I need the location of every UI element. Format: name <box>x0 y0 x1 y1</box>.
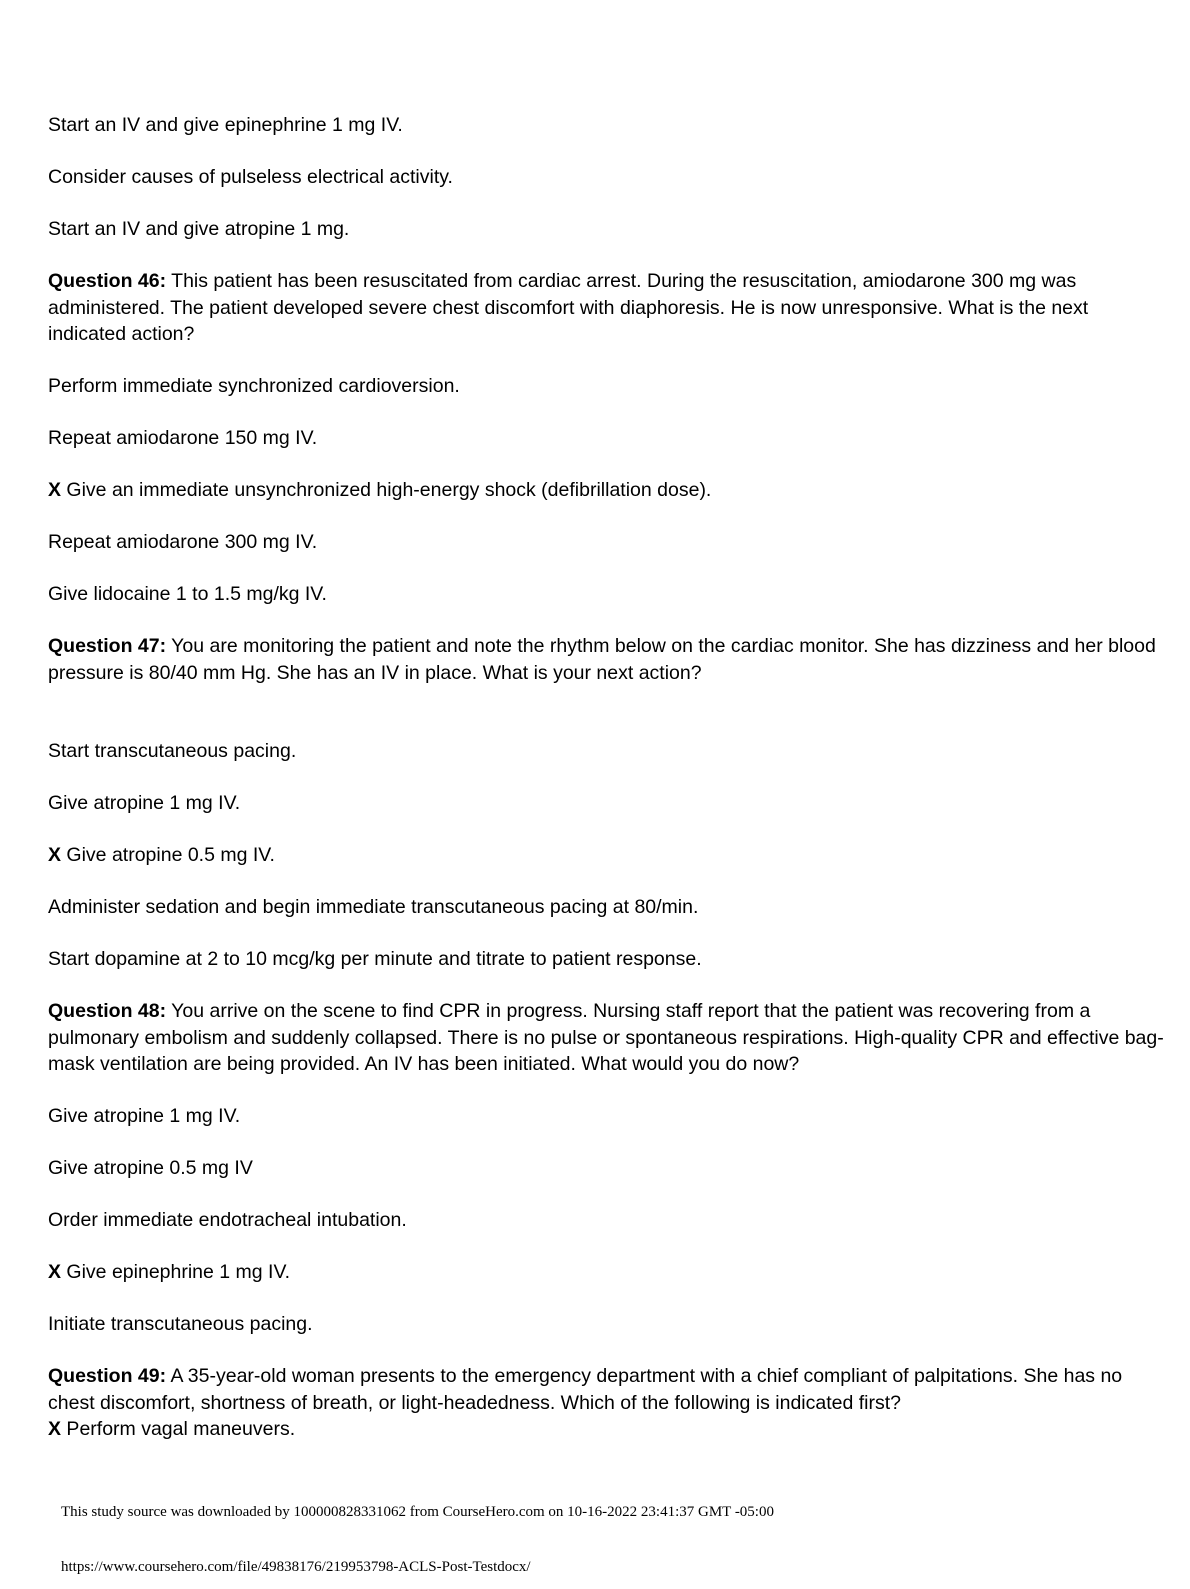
question-48 <box>48 998 1168 1078</box>
answer-option: Start an IV and give epinephrine 1 mg IV. <box>48 114 403 136</box>
question-label: Question 46: <box>48 270 167 292</box>
question-label: Question 48: <box>48 1000 167 1022</box>
answer-option-correct: X Perform vagal maneuvers. <box>48 1418 296 1440</box>
answer-option: Give atropine 1 mg IV. <box>48 1105 241 1127</box>
correct-mark: X <box>48 844 62 866</box>
document-page <box>48 112 1168 1468</box>
answer-option-correct: X Give atropine 0.5 mg IV. <box>48 844 275 866</box>
correct-mark: X <box>48 479 62 501</box>
question-49 <box>48 1363 1168 1416</box>
question-47 <box>48 633 1168 686</box>
question-text: You arrive on the scene to find CPR in progress. Nursing staff report that the patient was recovering from a pulmonary embolism and suddenly collapsed. There is no pulse or spontaneous respirations. High-quality CPR and effective bag-mask ventilation are being provided. An IV has been initiated. What would you do now? <box>48 1000 1164 1075</box>
question-text: A 35-year-old woman presents to the emergency department with a chief compliant of palpitations. She has no chest discomfort, shortness of breath, or light-headedness. Which of the following is indicated first? <box>48 1365 1123 1414</box>
answer-option: Give atropine 0.5 mg IV <box>48 1157 253 1179</box>
correct-mark: X <box>48 1261 62 1283</box>
answer-option: Administer sedation and begin immediate transcutaneous pacing at 80/min. <box>48 896 699 918</box>
question-text: This patient has been resuscitated from cardiac arrest. During the resuscitation, amiodarone 300 mg was administered. The patient developed severe chest discomfort with diaphoresis. He is now unresponsive. What is the next indicated action? <box>48 270 1089 345</box>
answer-option: Start an IV and give atropine 1 mg. <box>48 218 350 240</box>
question-label: Question 49: <box>48 1365 167 1387</box>
source-url: https://www.coursehero.com/file/49838176/219953798-ACLS-Post-Testdocx/ <box>61 1559 531 1575</box>
answer-option: Perform immediate synchronized cardioversion. <box>48 375 460 397</box>
question-label: Question 47: <box>48 635 167 657</box>
question-46 <box>48 268 1168 348</box>
answer-option: Repeat amiodarone 300 mg IV. <box>48 531 318 553</box>
answer-option: Order immediate endotracheal intubation. <box>48 1209 407 1231</box>
answer-option: Consider causes of pulseless electrical activity. <box>48 166 453 188</box>
answer-option-correct: X Give an immediate unsynchronized high-energy shock (defibrillation dose). <box>48 479 712 501</box>
answer-option: Start dopamine at 2 to 10 mcg/kg per minute and titrate to patient response. <box>48 948 702 970</box>
answer-option: Give atropine 1 mg IV. <box>48 792 241 814</box>
question-text: You are monitoring the patient and note the rhythm below on the cardiac monitor. She has dizziness and her blood pressure is 80/40 mm Hg. She has an IV in place. What is your next action? <box>48 635 1156 684</box>
download-notice: This study source was downloaded by 100000828331062 from CourseHero.com on 10-16-2022 23:41:37 GMT -05:00 <box>61 1504 774 1520</box>
answer-option-correct: X Give epinephrine 1 mg IV. <box>48 1261 291 1283</box>
answer-option: Start transcutaneous pacing. <box>48 740 297 762</box>
answer-option: Initiate transcutaneous pacing. <box>48 1313 313 1335</box>
answer-option: Give lidocaine 1 to 1.5 mg/kg IV. <box>48 583 327 605</box>
answer-option: Repeat amiodarone 150 mg IV. <box>48 427 318 449</box>
correct-mark: X <box>48 1418 62 1440</box>
